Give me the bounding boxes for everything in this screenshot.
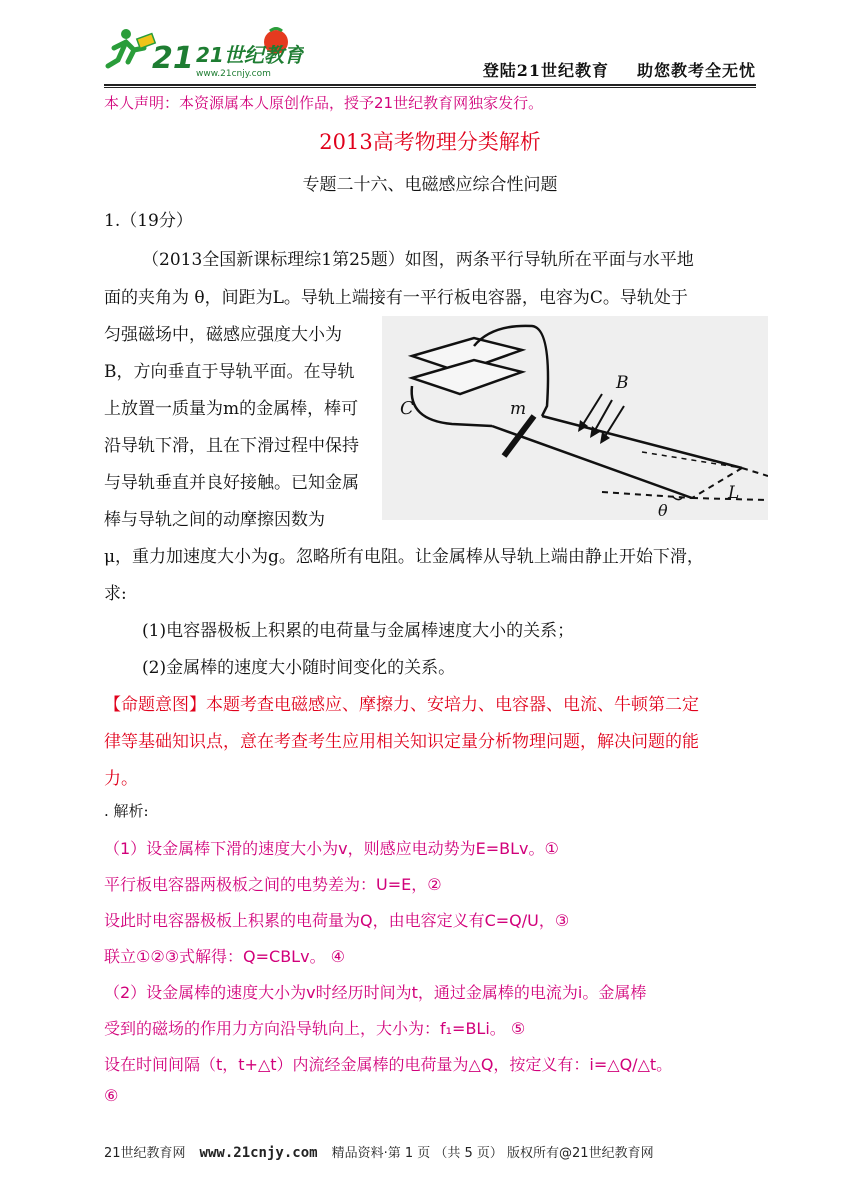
page-subtitle: 专题二十六、电磁感应综合性问题	[302, 175, 558, 195]
analysis-line: ⑥	[104, 1086, 119, 1105]
analysis-line: （2）设金属棒的速度大小为v时经历时间为t，通过金属棒的电流为i。金属棒	[104, 983, 647, 1002]
question-line: 上放置一质量为m的金属棒，棒可	[104, 399, 359, 419]
header-slogan	[455, 58, 756, 81]
intent-line: 【命题意图】本题考查电磁感应、摩擦力、安培力、电容器、电流、牛顿第二定	[104, 695, 699, 715]
question-line: 与导轨垂直并良好接触。已知金属	[104, 473, 359, 493]
page-title: 2013高考物理分类解析	[319, 130, 541, 154]
analysis-line: （1）设金属棒下滑的速度大小为v，则感应电动势为E=BLv。①	[104, 839, 559, 858]
label-theta: θ	[658, 501, 668, 520]
analysis-head: . 解析:	[104, 802, 149, 820]
logo-text: 21世纪教育	[196, 43, 304, 67]
analysis-line: 平行板电容器两极板之间的电势差为：U=E，②	[104, 875, 442, 894]
question-line: 求:	[104, 584, 127, 604]
label-c: C	[400, 398, 414, 419]
question-line: （2013全国新课标理综1第25题）如图，两条平行导轨所在平面与水平地	[142, 250, 694, 270]
intent-line: 力。	[104, 769, 138, 789]
slogan-right: 助您教考全无忧	[636, 61, 756, 80]
svg-text:21: 21	[152, 41, 194, 76]
question-line: 沿导轨下滑，且在下滑过程中保持	[104, 436, 359, 456]
footer-site-link[interactable]: www.21cnjy.com	[199, 1145, 318, 1161]
question-line: 棒与导轨之间的动摩擦因数为	[104, 510, 325, 530]
footer-left: 21世纪教育网	[104, 1146, 186, 1161]
rail-capacitor-figure	[382, 316, 768, 520]
label-l: L	[728, 483, 740, 503]
site-logo	[104, 22, 304, 80]
question-line: 面的夹角为 θ，间距为L。导轨上端接有一平行板电容器，电容为C。导轨处于	[104, 288, 688, 308]
question-number: 1.（19分）	[104, 211, 193, 231]
declaration: 本人声明：本资源属本人原创作品，授予21世纪教育网独家发行。	[104, 94, 544, 112]
logo-url: www.21cnjy.com	[196, 69, 271, 79]
header-rule	[104, 84, 756, 86]
intent-line: 律等基础知识点，意在考查考生应用相关知识定量分析物理问题，解决问题的能	[104, 732, 699, 752]
label-m: m	[510, 399, 527, 419]
label-b: B	[616, 373, 629, 393]
footer-right: 精品资料·第 1 页 （共 5 页） 版权所有@21世纪教育网	[331, 1146, 654, 1161]
slogan-left: 登陆21世纪教育	[482, 61, 609, 80]
analysis-line: 联立①②③式解得：Q=CBLv。 ④	[104, 947, 345, 966]
analysis-line: 受到的磁场的作用力方向沿导轨向上，大小为：f₁=BLi。 ⑤	[104, 1019, 526, 1038]
question-line: μ，重力加速度大小为g。忽略所有电阻。让金属棒从导轨上端由静止开始下滑，	[104, 547, 704, 567]
analysis-line: 设此时电容器极板上积累的电荷量为Q，由电容定义有C=Q/U，③	[104, 911, 570, 930]
page-header	[104, 22, 756, 82]
page-footer	[104, 1142, 654, 1161]
sub-question-2: (2)金属棒的速度大小随时间变化的关系。	[142, 658, 456, 678]
header-rule-thin	[104, 87, 756, 88]
analysis-line: 设在时间间隔（t，t+△t）内流经金属棒的电荷量为△Q，按定义有：i=△Q/△t。	[104, 1055, 673, 1074]
sub-question-1: (1)电容器极板上积累的电荷量与金属棒速度大小的关系；	[142, 621, 575, 641]
question-line: B，方向垂直于导轨平面。在导轨	[104, 362, 355, 382]
question-line: 匀强磁场中，磁感应强度大小为	[104, 325, 342, 345]
